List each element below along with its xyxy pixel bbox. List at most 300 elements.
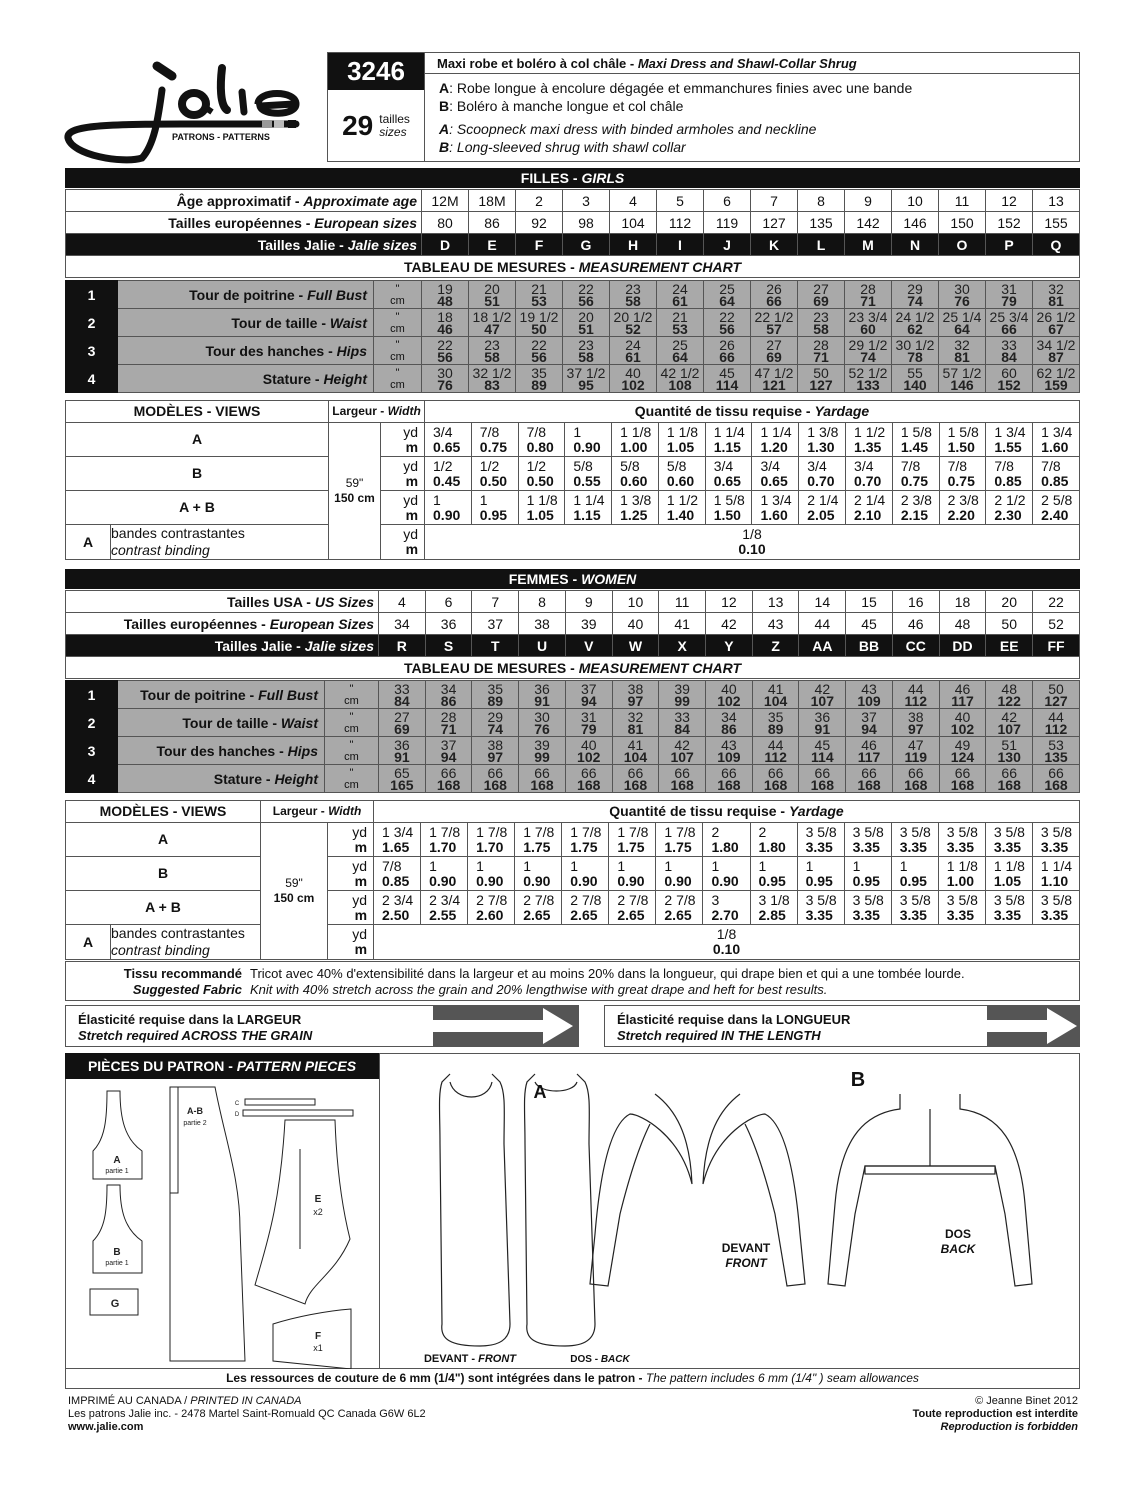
size-cell: 112 (657, 212, 704, 234)
size-cell: 39 (565, 613, 612, 635)
size-cell: 36 (425, 613, 472, 635)
measurement-cell: 27 69 (379, 709, 426, 737)
measurement-cell: 30 1/2 78 (892, 337, 939, 365)
size-cell: 8 (519, 591, 566, 613)
row-number: 1 (66, 281, 118, 309)
measurement-cell: 35 89 (516, 365, 563, 393)
yardage-cell: 2 7/8 2.65 (515, 891, 562, 925)
measurement-row (66, 281, 1080, 309)
measurement-cell: 57 1/2 146 (939, 365, 986, 393)
yardage-cell: 1 7/8 1.75 (609, 823, 656, 857)
yardage-cell: 1 3/4 1.60 (752, 491, 799, 525)
yardage-cell: 1 1/8 1.05 (985, 857, 1032, 891)
size-cell: 98 (563, 212, 610, 234)
measurement-cell: 43 109 (706, 737, 753, 765)
size-cell: 41 (659, 613, 706, 635)
description-box (425, 52, 1080, 162)
view-label: A (66, 823, 261, 857)
yardage-cell: 1 7/8 1.70 (421, 823, 468, 857)
seam-allowance-note: Les ressources de couture de 6 mm (1/4") sont intégrées dans le patron - The pattern includes 6 mm (1/4" ) seam allowances (65, 1369, 1080, 1389)
yardage-cell: 1 1/4 1.20 (752, 423, 799, 457)
desc-line: B: Long-sleeved shrug with shawl collar (439, 139, 686, 155)
svg-text:partie 1: partie 1 (105, 1168, 129, 1175)
measurement-label: Stature - Height (118, 765, 325, 793)
size-cell: H (610, 234, 657, 256)
yardage-row (66, 423, 1080, 457)
measurement-cell: 66 168 (519, 765, 566, 793)
size-cell: 46 (892, 613, 939, 635)
svg-text:C: C (234, 1101, 240, 1107)
measurement-row (66, 309, 1080, 337)
yardage-cell: 1 1/4 1.15 (565, 491, 612, 525)
jalie-size-row (66, 234, 1080, 256)
measurement-cell: 42 107 (986, 709, 1033, 737)
yardage-cell: 1 1/8 1.00 (612, 423, 659, 457)
measurement-cell: 46 117 (846, 737, 893, 765)
size-cell: 135 (798, 212, 845, 234)
measurement-cell: 26 1/2 67 (1033, 309, 1080, 337)
svg-text:A: A (113, 1155, 121, 1166)
yardage-cell: 3 5/8 3.35 (1032, 823, 1079, 857)
measurement-cell: 39 99 (519, 737, 566, 765)
measurement-cell: 43 109 (846, 681, 893, 709)
measurement-cell: 66 168 (892, 765, 939, 793)
measurement-label: Tour des hanches - Hips (118, 737, 325, 765)
measurement-cell: 52 1/2 133 (845, 365, 892, 393)
footer-left: IMPRIMÉ AU CANADA / PRINTED IN CANADA Les patrons Jalie inc. - 2478 Martel Saint-Romuald QC Canada G6W 6L2 www.jalie.com (68, 1395, 426, 1433)
yardage-cell: 1 3/4 1.55 (986, 423, 1033, 457)
unit-label: yd m (328, 823, 374, 857)
pattern-title: Maxi robe et boléro à col châle - Maxi Dress and Shawl-Collar Shrug (425, 53, 1079, 74)
size-cell: T (472, 635, 519, 657)
view-label: A (66, 525, 111, 560)
yardage-cell: 3 5/8 3.35 (797, 823, 844, 857)
measurement-cell: 66 168 (799, 765, 846, 793)
yardage-cell: 3/4 0.70 (799, 457, 846, 491)
measurement-cell: 39 99 (659, 681, 706, 709)
measurement-cell: 51 130 (986, 737, 1033, 765)
measurement-cell: 35 89 (752, 709, 799, 737)
measurement-cell: 34 1/2 87 (1033, 337, 1080, 365)
measurement-cell: 18 1/2 47 (469, 309, 516, 337)
yardage-cell: 2 1.80 (750, 823, 797, 857)
measurement-cell: 47 119 (892, 737, 939, 765)
yardage-cell: 1 1/2 1.35 (846, 423, 893, 457)
size-cell: 7 (751, 190, 798, 212)
svg-text:partie 2: partie 2 (183, 1120, 207, 1127)
measurement-cell: 18 46 (422, 309, 469, 337)
size-cell: 142 (845, 212, 892, 234)
measurement-cell: 66 168 (752, 765, 799, 793)
svg-text:F: F (314, 1331, 322, 1342)
measurement-cell: 25 1/4 64 (939, 309, 986, 337)
yardage-cell: 3/4 0.65 (425, 423, 472, 457)
size-cell: I (657, 234, 704, 256)
yardage-cell: 3 5/8 3.35 (797, 891, 844, 925)
size-cell: R (379, 635, 426, 657)
size-cell: 38 (519, 613, 566, 635)
fabric-width: 59" 150 cm (329, 423, 381, 560)
measurement-cell: 27 69 (798, 281, 845, 309)
yardage-cell: 2 5/8 2.40 (1033, 491, 1080, 525)
euro-size-row (66, 613, 1080, 635)
jalie-size-row-label: Tailles Jalie - Jalie sizes (66, 234, 422, 256)
euro-size-row (66, 212, 1080, 234)
row-number: 2 (66, 709, 118, 737)
size-cell: 52 (1033, 613, 1080, 635)
yardage-cell: 3 5/8 3.35 (844, 891, 891, 925)
unit-label: yd m (381, 423, 425, 457)
size-cell: 80 (422, 212, 469, 234)
yardage-header: Quantité de tissu requise - Yardage (425, 401, 1080, 423)
unit-label: yd m (381, 457, 425, 491)
yardage-cell: 3 5/8 3.35 (891, 891, 938, 925)
yardage-cell: 1/2 0.50 (471, 457, 518, 491)
size-cell: 150 (939, 212, 986, 234)
yardage-cell: 1 5/8 1.45 (892, 423, 939, 457)
yardage-cell: 7/8 0.85 (1033, 457, 1080, 491)
yardage-cell: 5/8 0.55 (565, 457, 612, 491)
jalie-size-row-label: Tailles Jalie - Jalie sizes (66, 635, 379, 657)
pattern-number: 3246 (328, 53, 424, 90)
size-cell: 6 (425, 591, 472, 613)
measurement-cell: 66 168 (472, 765, 519, 793)
measurement-cell: 31 79 (986, 281, 1033, 309)
measurement-cell: 49 124 (939, 737, 986, 765)
jalie-size-row (66, 635, 1080, 657)
measurement-cell: 31 79 (565, 709, 612, 737)
yardage-cell: 2 7/8 2.65 (609, 891, 656, 925)
view-label: A (66, 925, 111, 960)
yardage-cell: 1/2 0.45 (425, 457, 472, 491)
yardage-header: Quantité de tissu requise - Yardage (374, 801, 1080, 823)
measurement-cell: 44 112 (892, 681, 939, 709)
size-cell: 8 (798, 190, 845, 212)
yardage-cell: 1 7/8 1.75 (656, 823, 703, 857)
measurement-chart-title: TABLEAU DE MESURES - MEASUREMENT CHART (66, 256, 1080, 278)
size-cell: N (892, 234, 939, 256)
width-header: Largeur - Width (329, 401, 425, 423)
yardage-cell: 3 5/8 3.35 (844, 823, 891, 857)
size-count (328, 90, 424, 162)
measurement-cell: 36 91 (799, 709, 846, 737)
measurement-cell: 22 56 (516, 337, 563, 365)
arrow-right-icon (987, 1006, 1079, 1046)
measurement-cell: 40 102 (939, 709, 986, 737)
measurement-cell: 38 97 (892, 709, 939, 737)
measurement-cell: 45 114 (704, 365, 751, 393)
measurement-row (66, 709, 1080, 737)
row-number: 4 (66, 365, 118, 393)
measurement-row (66, 737, 1080, 765)
yardage-cell: 2 3/8 2.20 (939, 491, 986, 525)
row-number: 3 (66, 737, 118, 765)
size-cell: 48 (939, 613, 986, 635)
size-cell: BB (846, 635, 893, 657)
size-cell: 11 (659, 591, 706, 613)
size-cell: 9 (845, 190, 892, 212)
size-cell: Z (752, 635, 799, 657)
size-cell: CC (892, 635, 939, 657)
size-cell: 146 (892, 212, 939, 234)
girls-sizes (65, 189, 1080, 278)
measurement-cell: 44 112 (1033, 709, 1080, 737)
yardage-cell: 3 1/8 2.85 (750, 891, 797, 925)
size-cell: F (516, 234, 563, 256)
svg-text:DEVANT: DEVANT (721, 1241, 771, 1255)
unit-label: " cm (374, 281, 422, 309)
yardage-cell: 3/4 0.65 (752, 457, 799, 491)
measurement-cell: 50 127 (1033, 681, 1080, 709)
yardage-cell: 7/8 0.75 (471, 423, 518, 457)
size-cell: Q (1033, 234, 1080, 256)
binding-label: bandes contrastantes contrast binding (111, 525, 329, 560)
unit-label: yd m (328, 857, 374, 891)
size-cell: 11 (939, 190, 986, 212)
yardage-cell: 1 0.95 (471, 491, 518, 525)
size-cell: 86 (469, 212, 516, 234)
row-number: 1 (66, 681, 118, 709)
measurement-cell: 37 1/2 95 (563, 365, 610, 393)
yardage-cell: 1 0.90 (421, 857, 468, 891)
measurement-cell: 66 168 (846, 765, 893, 793)
size-cell: P (986, 234, 1033, 256)
yardage-cell: 3/4 0.70 (846, 457, 893, 491)
measurement-row (66, 337, 1080, 365)
measurement-row (66, 681, 1080, 709)
binding-value: 1/8 0.10 (374, 925, 1080, 960)
size-cell: 104 (610, 212, 657, 234)
size-cell: EE (986, 635, 1033, 657)
yardage-cell: 1 0.90 (703, 857, 750, 891)
size-cell: 40 (612, 613, 659, 635)
size-cell: M (845, 234, 892, 256)
measurement-cell: 23 58 (610, 281, 657, 309)
size-cell: 152 (986, 212, 1033, 234)
yardage-cell: 1 7/8 1.75 (562, 823, 609, 857)
measurement-cell: 22 56 (563, 281, 610, 309)
size-cell: 119 (704, 212, 751, 234)
measurement-cell: 65 165 (379, 765, 426, 793)
measurement-cell: 21 53 (516, 281, 563, 309)
svg-text:E: E (314, 1194, 322, 1205)
pattern-pieces-header: PIÈCES DU PATRON - PATTERN PIECES (65, 1053, 379, 1079)
unit-label: " cm (374, 337, 422, 365)
website-link[interactable]: www.jalie.com (68, 1421, 144, 1433)
measurement-cell: 19 1/2 50 (516, 309, 563, 337)
measurement-chart-title: TABLEAU DE MESURES - MEASUREMENT CHART (66, 657, 1080, 679)
yardage-cell: 1 7/8 1.70 (468, 823, 515, 857)
svg-text:x1: x1 (313, 1343, 323, 1353)
size-cell: 6 (704, 190, 751, 212)
age-row-label: Âge approximatif - Approximate age (66, 190, 422, 212)
view-label: B (66, 457, 329, 491)
yardage-cell: 3/4 0.65 (705, 457, 752, 491)
svg-text:partie 1: partie 1 (105, 1260, 129, 1267)
measurement-cell: 33 84 (379, 681, 426, 709)
unit-label: " cm (325, 681, 379, 709)
measurement-cell: 40 102 (610, 365, 657, 393)
measurement-cell: 30 76 (939, 281, 986, 309)
svg-text:PATRONS - PATTERNS: PATRONS - PATTERNS (172, 132, 270, 142)
size-cell: Y (706, 635, 753, 657)
yardage-cell: 7/8 0.80 (518, 423, 565, 457)
size-cell: 12 (706, 591, 753, 613)
yardage-cell: 7/8 0.75 (892, 457, 939, 491)
yardage-cell: 3 5/8 3.35 (985, 891, 1032, 925)
measurement-cell: 44 112 (752, 737, 799, 765)
measurement-cell: 21 53 (657, 309, 704, 337)
yardage-cell: 2 7/8 2.65 (656, 891, 703, 925)
measurement-cell: 24 61 (610, 337, 657, 365)
size-label-fr: tailles (379, 112, 410, 126)
measurement-cell: 20 51 (563, 309, 610, 337)
yardage-cell: 7/8 0.75 (939, 457, 986, 491)
measurement-cell: 23 3/4 60 (845, 309, 892, 337)
yardage-cell: 1 3/4 1.60 (1033, 423, 1080, 457)
yardage-cell: 1 5/8 1.50 (939, 423, 986, 457)
unit-label: " cm (325, 709, 379, 737)
yardage-cell: 1 0.90 (515, 857, 562, 891)
size-cell: 155 (1033, 212, 1080, 234)
measurement-cell: 37 94 (846, 709, 893, 737)
measurement-cell: 26 66 (751, 281, 798, 309)
yardage-cell: 1 0.90 (609, 857, 656, 891)
size-cell: FF (1033, 635, 1080, 657)
euro-size-row-label: Tailles européennes - European sizes (66, 212, 422, 234)
measurement-cell: 41 104 (612, 737, 659, 765)
size-cell: E (469, 234, 516, 256)
measurement-cell: 62 1/2 159 (1033, 365, 1080, 393)
measurement-cell: 23 58 (563, 337, 610, 365)
measurement-cell: 53 135 (1033, 737, 1080, 765)
yardage-cell: 1 0.90 (468, 857, 515, 891)
yardage-cell: 7/8 0.85 (986, 457, 1033, 491)
yardage-cell: 3 5/8 3.35 (1032, 891, 1079, 925)
size-cell: 9 (565, 591, 612, 613)
svg-text:FRONT: FRONT (725, 1256, 767, 1270)
yardage-cell: 1 1/8 1.05 (518, 491, 565, 525)
unit-label: yd m (328, 891, 374, 925)
size-cell: 3 (563, 190, 610, 212)
measurement-cell: 42 1/2 108 (657, 365, 704, 393)
yardage-row (66, 891, 1080, 925)
measurement-cell: 60 152 (986, 365, 1033, 393)
measurement-label: Tour des hanches - Hips (118, 337, 374, 365)
measurement-cell: 42 107 (659, 737, 706, 765)
measurement-cell: 66 168 (565, 765, 612, 793)
yardage-cell: 1 0.95 (750, 857, 797, 891)
measurement-cell: 37 94 (565, 681, 612, 709)
svg-text:x2: x2 (313, 1207, 323, 1217)
measurement-cell: 40 102 (706, 681, 753, 709)
svg-text:D: D (234, 1112, 240, 1118)
measurement-cell: 23 58 (469, 337, 516, 365)
size-cell: 7 (472, 591, 519, 613)
svg-text:A-B: A-B (187, 1106, 203, 1116)
yardage-cell: 5/8 0.60 (612, 457, 659, 491)
yardage-cell: 1 0.90 (425, 491, 472, 525)
yardage-cell: 3 2.70 (703, 891, 750, 925)
yardage-cell: 2 7/8 2.65 (562, 891, 609, 925)
size-cell: 12M (422, 190, 469, 212)
svg-text:B: B (113, 1247, 121, 1258)
yardage-cell: 1 0.95 (797, 857, 844, 891)
yardage-cell: 1 3/8 1.25 (612, 491, 659, 525)
view-label: A (66, 423, 329, 457)
size-cell: 15 (846, 591, 893, 613)
view-descriptions (425, 74, 1079, 161)
unit-label: " cm (325, 765, 379, 793)
size-cell: L (798, 234, 845, 256)
us-size-row-label: Tailles USA - US Sizes (66, 591, 379, 613)
pattern-pieces-diagram (65, 1079, 379, 1369)
measurement-cell: 66 168 (425, 765, 472, 793)
views-header: MODÈLES - VIEWS (66, 801, 261, 823)
view-label: A + B (66, 891, 261, 925)
measurement-cell: 27 69 (751, 337, 798, 365)
size-cell: J (704, 234, 751, 256)
girls-section-header: FILLES - GIRLS (65, 168, 1080, 188)
measurement-label: Tour de poitrine - Full Bust (118, 281, 374, 309)
size-cell: AA (799, 635, 846, 657)
jalie-logo (62, 60, 312, 165)
euro-size-row-label: Tailles européennes - European Sizes (66, 613, 379, 635)
yardage-cell: 1 1/2 1.40 (658, 491, 705, 525)
stretch-width-box: Élasticité requise dans la LARGEUR Stretch required ACROSS THE GRAIN (65, 1005, 579, 1047)
measurement-cell: 24 61 (657, 281, 704, 309)
yardage-cell: 2 1/4 2.10 (846, 491, 893, 525)
desc-line: B: Boléro à manche longue et col châle (439, 98, 684, 114)
measurement-cell: 25 64 (657, 337, 704, 365)
measurement-cell: 24 1/2 62 (892, 309, 939, 337)
measurement-row (66, 365, 1080, 393)
yardage-cell: 7/8 0.85 (374, 857, 421, 891)
unit-label: " cm (374, 365, 422, 393)
measurement-cell: 30 76 (519, 709, 566, 737)
measurement-label: Stature - Height (118, 365, 374, 393)
measurement-cell: 29 74 (472, 709, 519, 737)
measurement-cell: 34 86 (425, 681, 472, 709)
yardage-cell: 1 3/4 1.65 (374, 823, 421, 857)
measurement-cell: 55 140 (892, 365, 939, 393)
measurement-cell: 36 91 (519, 681, 566, 709)
row-number: 4 (66, 765, 118, 793)
measurement-cell: 25 3/4 66 (986, 309, 1033, 337)
binding-value: 1/8 0.10 (425, 525, 1080, 560)
size-cell: 10 (612, 591, 659, 613)
measurement-label: Tour de taille - Waist (118, 309, 374, 337)
size-cell: 13 (1033, 190, 1080, 212)
binding-row (66, 525, 1080, 560)
row-number: 3 (66, 337, 118, 365)
measurement-label: Tour de poitrine - Full Bust (118, 681, 325, 709)
measurement-cell: 34 86 (706, 709, 753, 737)
yardage-cell: 1 0.90 (562, 857, 609, 891)
svg-text:G: G (110, 1298, 120, 1310)
measurement-cell: 20 1/2 52 (610, 309, 657, 337)
measurement-cell: 66 168 (706, 765, 753, 793)
yardage-cell: 1/2 0.50 (518, 457, 565, 491)
svg-text:DOS: DOS (944, 1227, 972, 1241)
svg-text:DOS - BACK: DOS - BACK (570, 1354, 630, 1365)
measurement-cell: 66 168 (939, 765, 986, 793)
footer-right: © Jeanne Binet 2012 Toute reproduction est interdite Reproduction is forbidden (912, 1395, 1078, 1433)
yardage-cell: 2 1/4 2.05 (799, 491, 846, 525)
yardage-cell: 2 1.80 (703, 823, 750, 857)
unit-label: " cm (374, 309, 422, 337)
row-number: 2 (66, 309, 118, 337)
